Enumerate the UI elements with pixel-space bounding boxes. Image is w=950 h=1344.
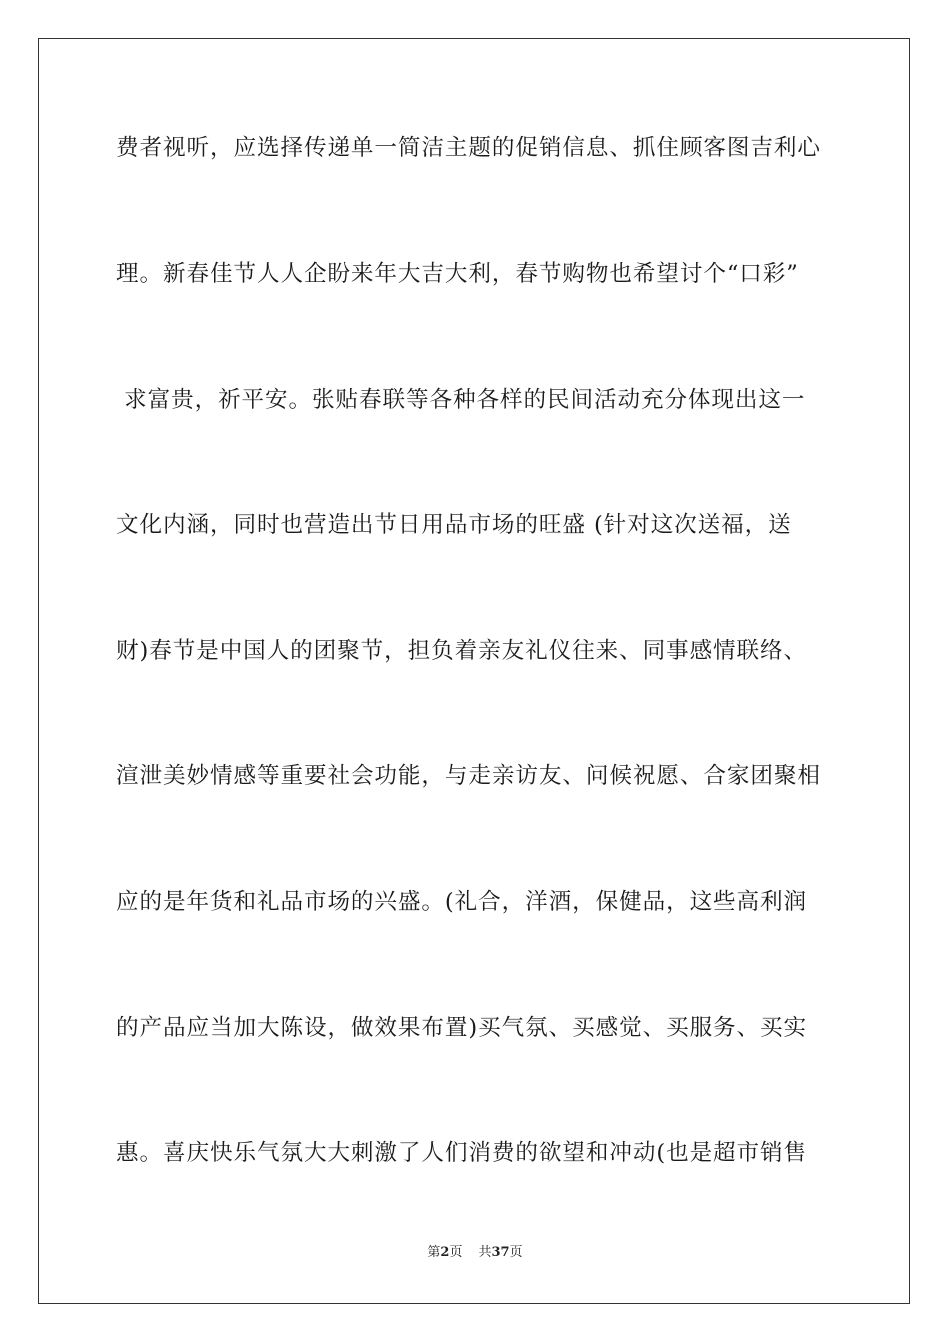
text-line-1: 费者视听，应选择传递单一简洁主题的促销信息、抓住顾客图吉利心: [116, 135, 821, 161]
text-line-2: 理。新春佳节人人企盼来年大吉大利，春节购物也希望讨个“口彩”: [116, 261, 799, 287]
total-pages-label: 共37页: [478, 1245, 523, 1260]
text-line-4: 文化内涵，同时也营造出节日用品市场的旺盛 (针对这次送福，送: [116, 512, 792, 538]
text-line-9: 惠。喜庆快乐气氛大大刺激了人们消费的欲望和冲动(也是超市销售: [116, 1140, 808, 1166]
text-line-3: 求富贵，祈平安。张贴春联等各种各样的民间活动充分体现出这一: [116, 387, 806, 413]
text-line-7: 应的是年货和礼品市场的兴盛。(礼合，洋酒，保健品，这些高利润: [116, 889, 808, 915]
page-number: 2: [440, 1245, 450, 1260]
text-line-5: 财)春节是中国人的团聚节，担负着亲友礼仪往来、同事感情联络、: [116, 638, 808, 664]
text-line-8: 的产品应当加大陈设，做效果布置)买气氛、买感觉、买服务、买实: [116, 1015, 808, 1041]
page-number-label: 第2页: [427, 1245, 463, 1260]
page-footer: [0, 1244, 950, 1262]
text-line-6: 渲泄美妙情感等重要社会功能，与走亲访友、问候祝愿、合家团聚相: [116, 763, 821, 789]
page-border: [38, 38, 910, 1304]
total-pages: 37: [491, 1245, 510, 1260]
